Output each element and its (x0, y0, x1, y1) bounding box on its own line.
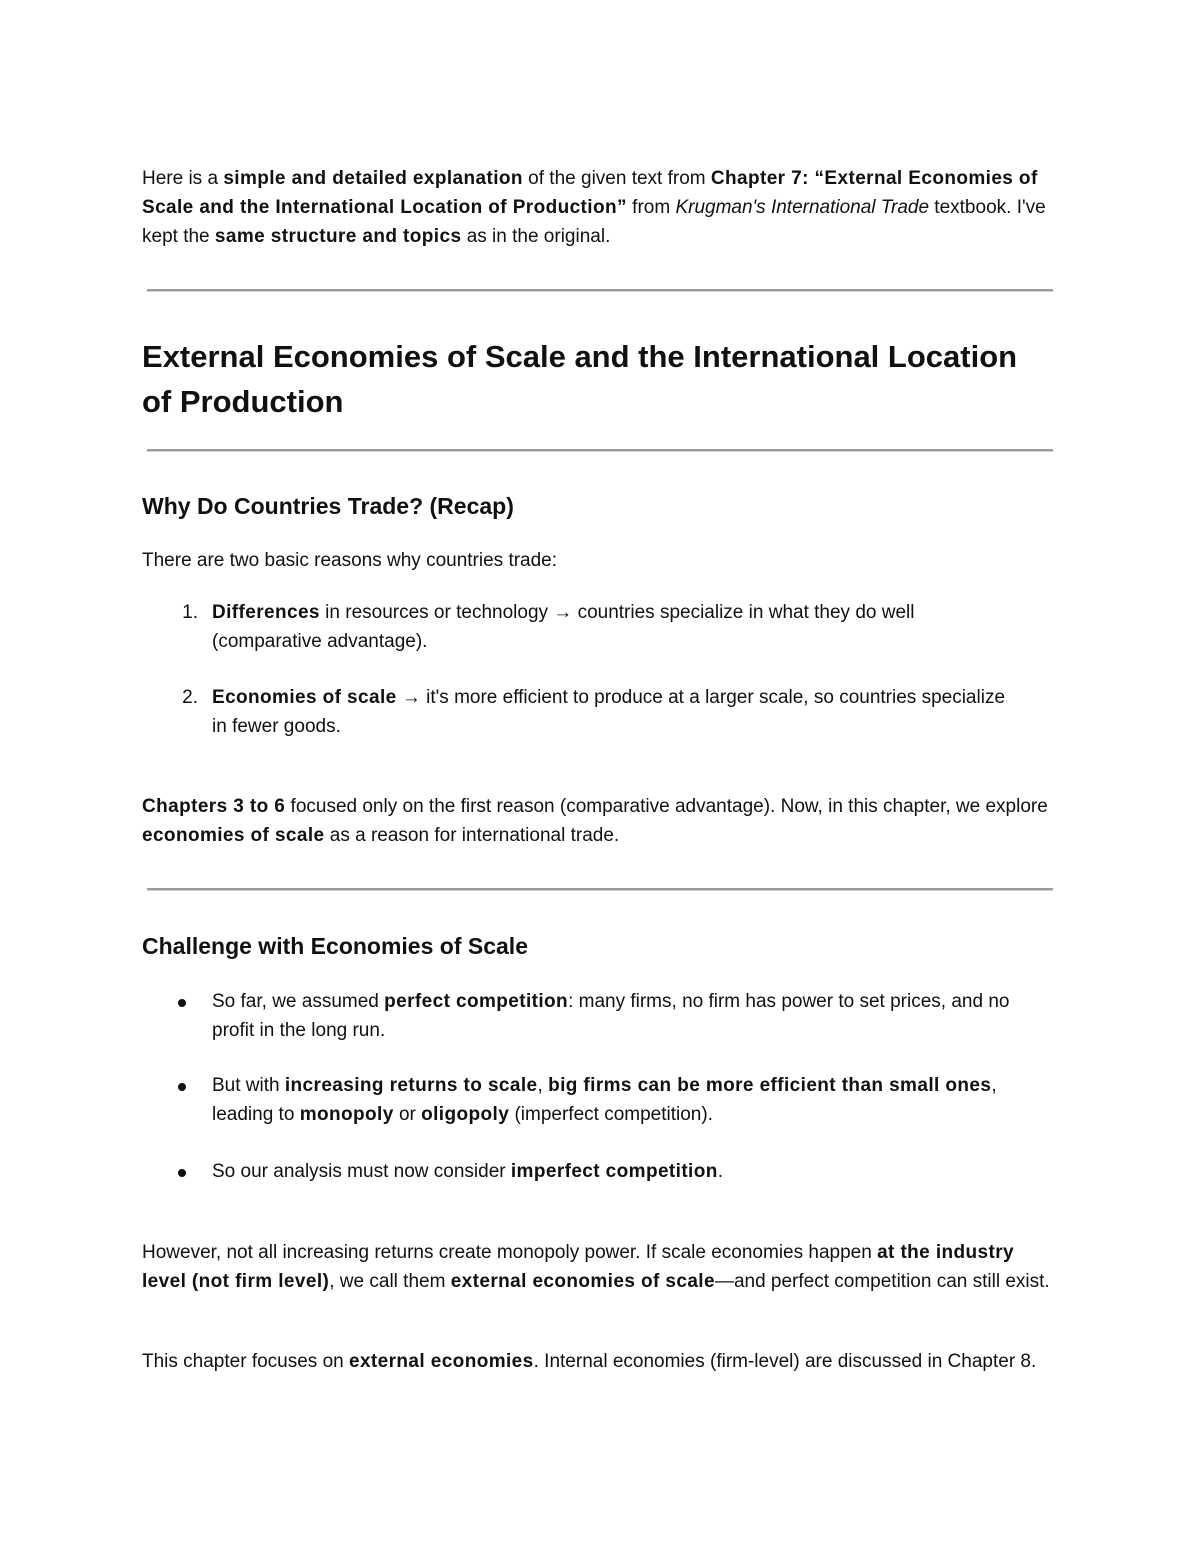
list-item (142, 598, 1062, 656)
intro-text-3: from (626, 197, 676, 218)
intro-text-1: Here is a (142, 168, 224, 189)
bullet-bold: perfect competition (384, 991, 569, 1012)
list-item-content (212, 598, 1022, 656)
summary-text-2: as a reason for international trade. (324, 825, 620, 846)
bullet-text: : many firms, no firm has power to set prices, and no profit in the long run. (212, 991, 1010, 1041)
focus-bold-1: external economies (349, 1351, 534, 1372)
however-bold-2: external economies of scale (450, 1271, 715, 1292)
recap-summary (142, 792, 1062, 850)
however-text-3: —and perfect competition can still exist. (714, 1271, 1050, 1292)
bullet-text: But with (212, 1075, 285, 1096)
bullet-text: , leading to (212, 1075, 997, 1125)
list-item-text: → it's more efficient to produce at a larger scale, so countries specialize in fewer goods. (212, 687, 1006, 737)
summary-bold-1: Chapters 3 to 6 (142, 796, 286, 817)
focus-paragraph (142, 1347, 1062, 1376)
intro-text-5: as in the original. (461, 226, 611, 247)
however-paragraph (142, 1238, 1062, 1296)
divider (147, 449, 1053, 452)
intro-bold-1: simple and detailed explanation (223, 168, 523, 189)
bullet-item (142, 1157, 1062, 1186)
bullet-text: . (717, 1161, 724, 1182)
bullet-text: , (537, 1075, 549, 1096)
bullet-bold: monopoly (299, 1104, 394, 1125)
summary-bold-2: economies of scale (142, 825, 325, 846)
bullet-item (142, 987, 1062, 1045)
page-title: External Economies of Scale and the International Location of Production (142, 339, 1018, 419)
intro-paragraph (142, 164, 1062, 251)
list-item-bold: Differences (212, 602, 320, 623)
section-heading-recap: Why Do Countries Trade? (Recap) (142, 493, 514, 519)
bullet-dot-icon (178, 999, 186, 1007)
summary-text-1: focused only on the first reason (comparative advantage). Now, in this chapter, we explore (285, 796, 1048, 817)
bullet-bold: increasing returns to scale (284, 1075, 538, 1096)
divider (147, 289, 1053, 292)
bullet-dot-icon (178, 1169, 186, 1177)
list-number: 2. (182, 687, 198, 708)
bullet-item-content (212, 987, 1022, 1045)
bullet-item (142, 1071, 1062, 1129)
list-item-bold: Economies of scale (212, 687, 397, 708)
bullet-text: (imperfect competition). (509, 1104, 713, 1125)
focus-text-1: This chapter focuses on (142, 1351, 349, 1372)
intro-bold-3: same structure and topics (214, 226, 462, 247)
bullet-text: or (393, 1104, 422, 1125)
list-item-text: in resources or technology → countries specialize in what they do well (comparative advantage). (212, 602, 915, 652)
intro-text-4: textbook. I've kept the (142, 197, 1046, 247)
list-item-content (212, 683, 1022, 741)
however-bold-1: at the industry level (not firm level) (142, 1242, 1014, 1292)
divider (147, 888, 1053, 891)
bullet-bold: oligopoly (421, 1104, 510, 1125)
intro-text-2: of the given text from (522, 168, 711, 189)
bullet-dot-icon (178, 1083, 186, 1091)
bullet-item-content (212, 1071, 1022, 1129)
bullet-item-content (212, 1157, 1022, 1186)
bullet-bold: big firms can be more efficient than small ones (548, 1075, 992, 1096)
bullet-bold: imperfect competition (510, 1161, 718, 1182)
list-item (142, 683, 1062, 741)
section-heading-challenge: Challenge with Economies of Scale (142, 933, 528, 959)
however-text-1: However, not all increasing returns create monopoly power. If scale economies happen (142, 1242, 878, 1263)
list-number: 1. (182, 602, 198, 623)
recap-lead: There are two basic reasons why countries trade: (142, 550, 558, 571)
however-text-2: , we call them (329, 1271, 451, 1292)
bullet-text: So our analysis must now consider (212, 1161, 511, 1182)
intro-italic-1: Krugman's International Trade (675, 197, 930, 218)
bullet-text: So far, we assumed (212, 991, 385, 1012)
focus-text-2: . Internal economies (firm-level) are discussed in Chapter 8. (533, 1351, 1037, 1372)
intro-bold-2: Chapter 7: “External Economies of Scale and the International Location of Production” (142, 168, 1038, 218)
